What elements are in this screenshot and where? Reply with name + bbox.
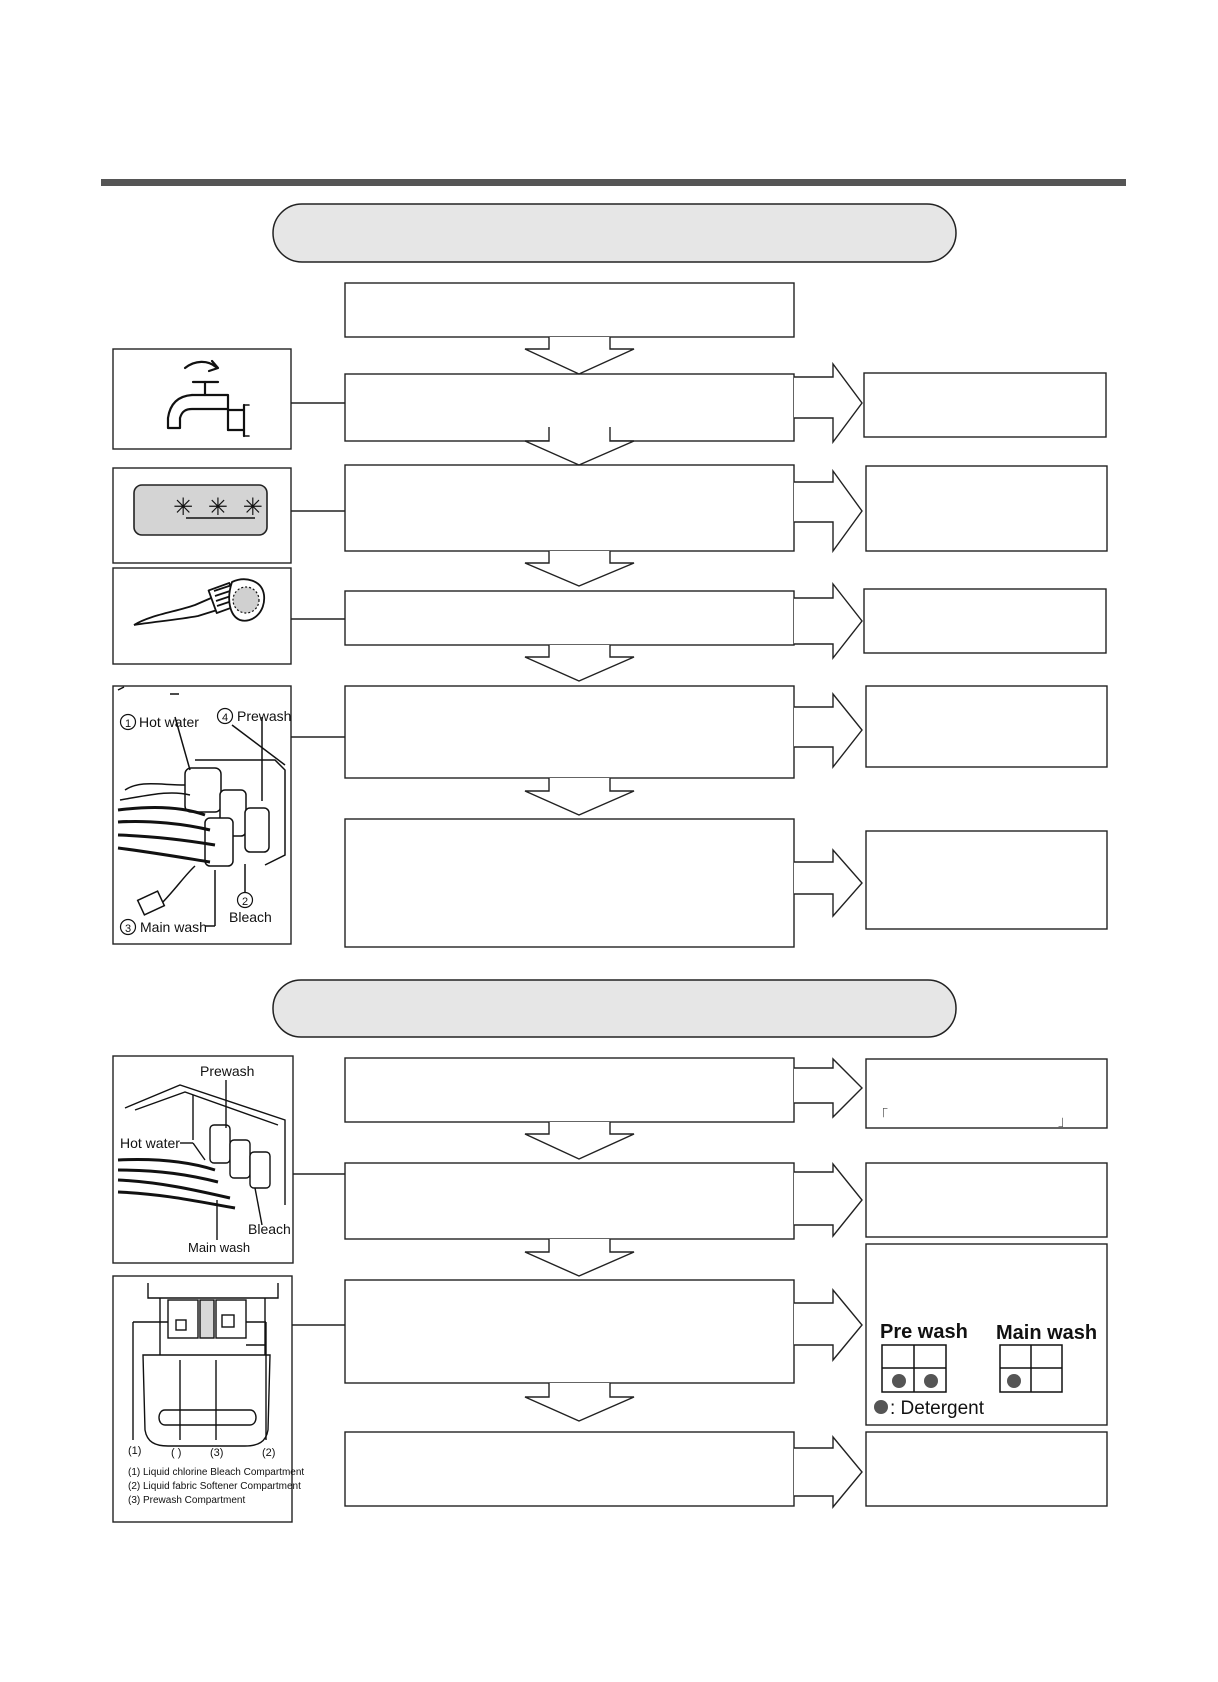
- section-header-1: [273, 204, 956, 262]
- right-arrow-7: [794, 1164, 862, 1236]
- down-arrow-3: [525, 551, 634, 586]
- result-box-1: [864, 373, 1106, 437]
- step-box-6: [345, 819, 794, 947]
- detergent-dot-1: [892, 1374, 906, 1388]
- svg-text:4: 4: [221, 712, 229, 724]
- result-box-4: [866, 686, 1107, 767]
- right-arrow-9: [794, 1437, 862, 1507]
- right-arrow-3: [794, 584, 862, 658]
- result-box-7: [866, 1163, 1107, 1237]
- pre-wash-label: Pre wash: [880, 1321, 968, 1343]
- label-main-wash-2: Main wash: [188, 1240, 251, 1255]
- drawer-marker-blank: ( ): [171, 1447, 182, 1459]
- image-frame-3: [113, 568, 291, 664]
- result-box-5: [866, 831, 1107, 929]
- svg-text:1: 1: [124, 718, 132, 730]
- result-box-3: [864, 589, 1106, 653]
- display-symbols: ✳ ✳ ✳: [173, 494, 267, 521]
- drawer-marker-1: (1): [128, 1445, 142, 1457]
- right-arrow-4: [794, 694, 862, 767]
- step-box-5: [345, 686, 794, 778]
- drawer-legend-1: (1) Liquid chlorine Bleach Compartment: [128, 1467, 305, 1478]
- drawer-marker-2: (2): [262, 1447, 276, 1459]
- label-bleach-2: Bleach: [248, 1221, 291, 1237]
- down-arrow-5: [525, 778, 634, 815]
- bracket-right: 」: [1058, 1113, 1072, 1129]
- down-arrow-4: [525, 645, 634, 681]
- right-arrow-1: [794, 364, 862, 442]
- drawer-marker-3: (3): [210, 1447, 224, 1459]
- down-arrow-7: [525, 1239, 634, 1276]
- svg-text:3: 3: [124, 923, 132, 935]
- main-wash-label: Main wash: [996, 1322, 1098, 1344]
- image-frame-1: [113, 349, 291, 449]
- right-arrow-2: [794, 471, 862, 551]
- label-prewash: Prewash: [237, 708, 292, 724]
- label-main-wash: Main wash: [140, 919, 207, 935]
- down-arrow-8: [525, 1383, 634, 1421]
- right-arrows: [794, 364, 862, 1507]
- step-box-3: [345, 465, 794, 551]
- result-box-9: [866, 1432, 1107, 1506]
- step-box-10: [345, 1432, 794, 1506]
- right-arrow-5: [794, 850, 862, 916]
- step-box-9: [345, 1280, 794, 1383]
- step-box-1: [345, 283, 794, 337]
- detergent-legend-dot: [874, 1400, 888, 1414]
- section-header-2: [273, 980, 956, 1037]
- drawer-legend-3: (3) Prewash Compartment: [128, 1495, 246, 1506]
- detergent-dot-3: [1007, 1374, 1021, 1388]
- label-bleach: Bleach: [229, 909, 272, 925]
- down-arrow-6: [525, 1122, 634, 1159]
- drawer-legend-2: (2) Liquid fabric Softener Compartment: [128, 1481, 301, 1492]
- right-arrow-8: [794, 1290, 862, 1360]
- step-box-8: [345, 1163, 794, 1239]
- label-hot-water-2: Hot water: [120, 1135, 180, 1151]
- label-prewash-2: Prewash: [200, 1063, 255, 1079]
- bracket-left: 「: [874, 1107, 888, 1123]
- detergent-legend: : Detergent: [890, 1398, 984, 1419]
- top-rule: [101, 179, 1126, 186]
- down-arrow-1: [525, 337, 634, 374]
- connectors: [291, 403, 345, 1325]
- detergent-dot-2: [924, 1374, 938, 1388]
- step-box-4: [345, 591, 794, 645]
- result-box-2: [866, 466, 1107, 551]
- step-box-7: [345, 1058, 794, 1122]
- label-hot-water: Hot water: [139, 714, 199, 730]
- svg-text:2: 2: [241, 896, 249, 908]
- right-arrow-6: [794, 1059, 862, 1117]
